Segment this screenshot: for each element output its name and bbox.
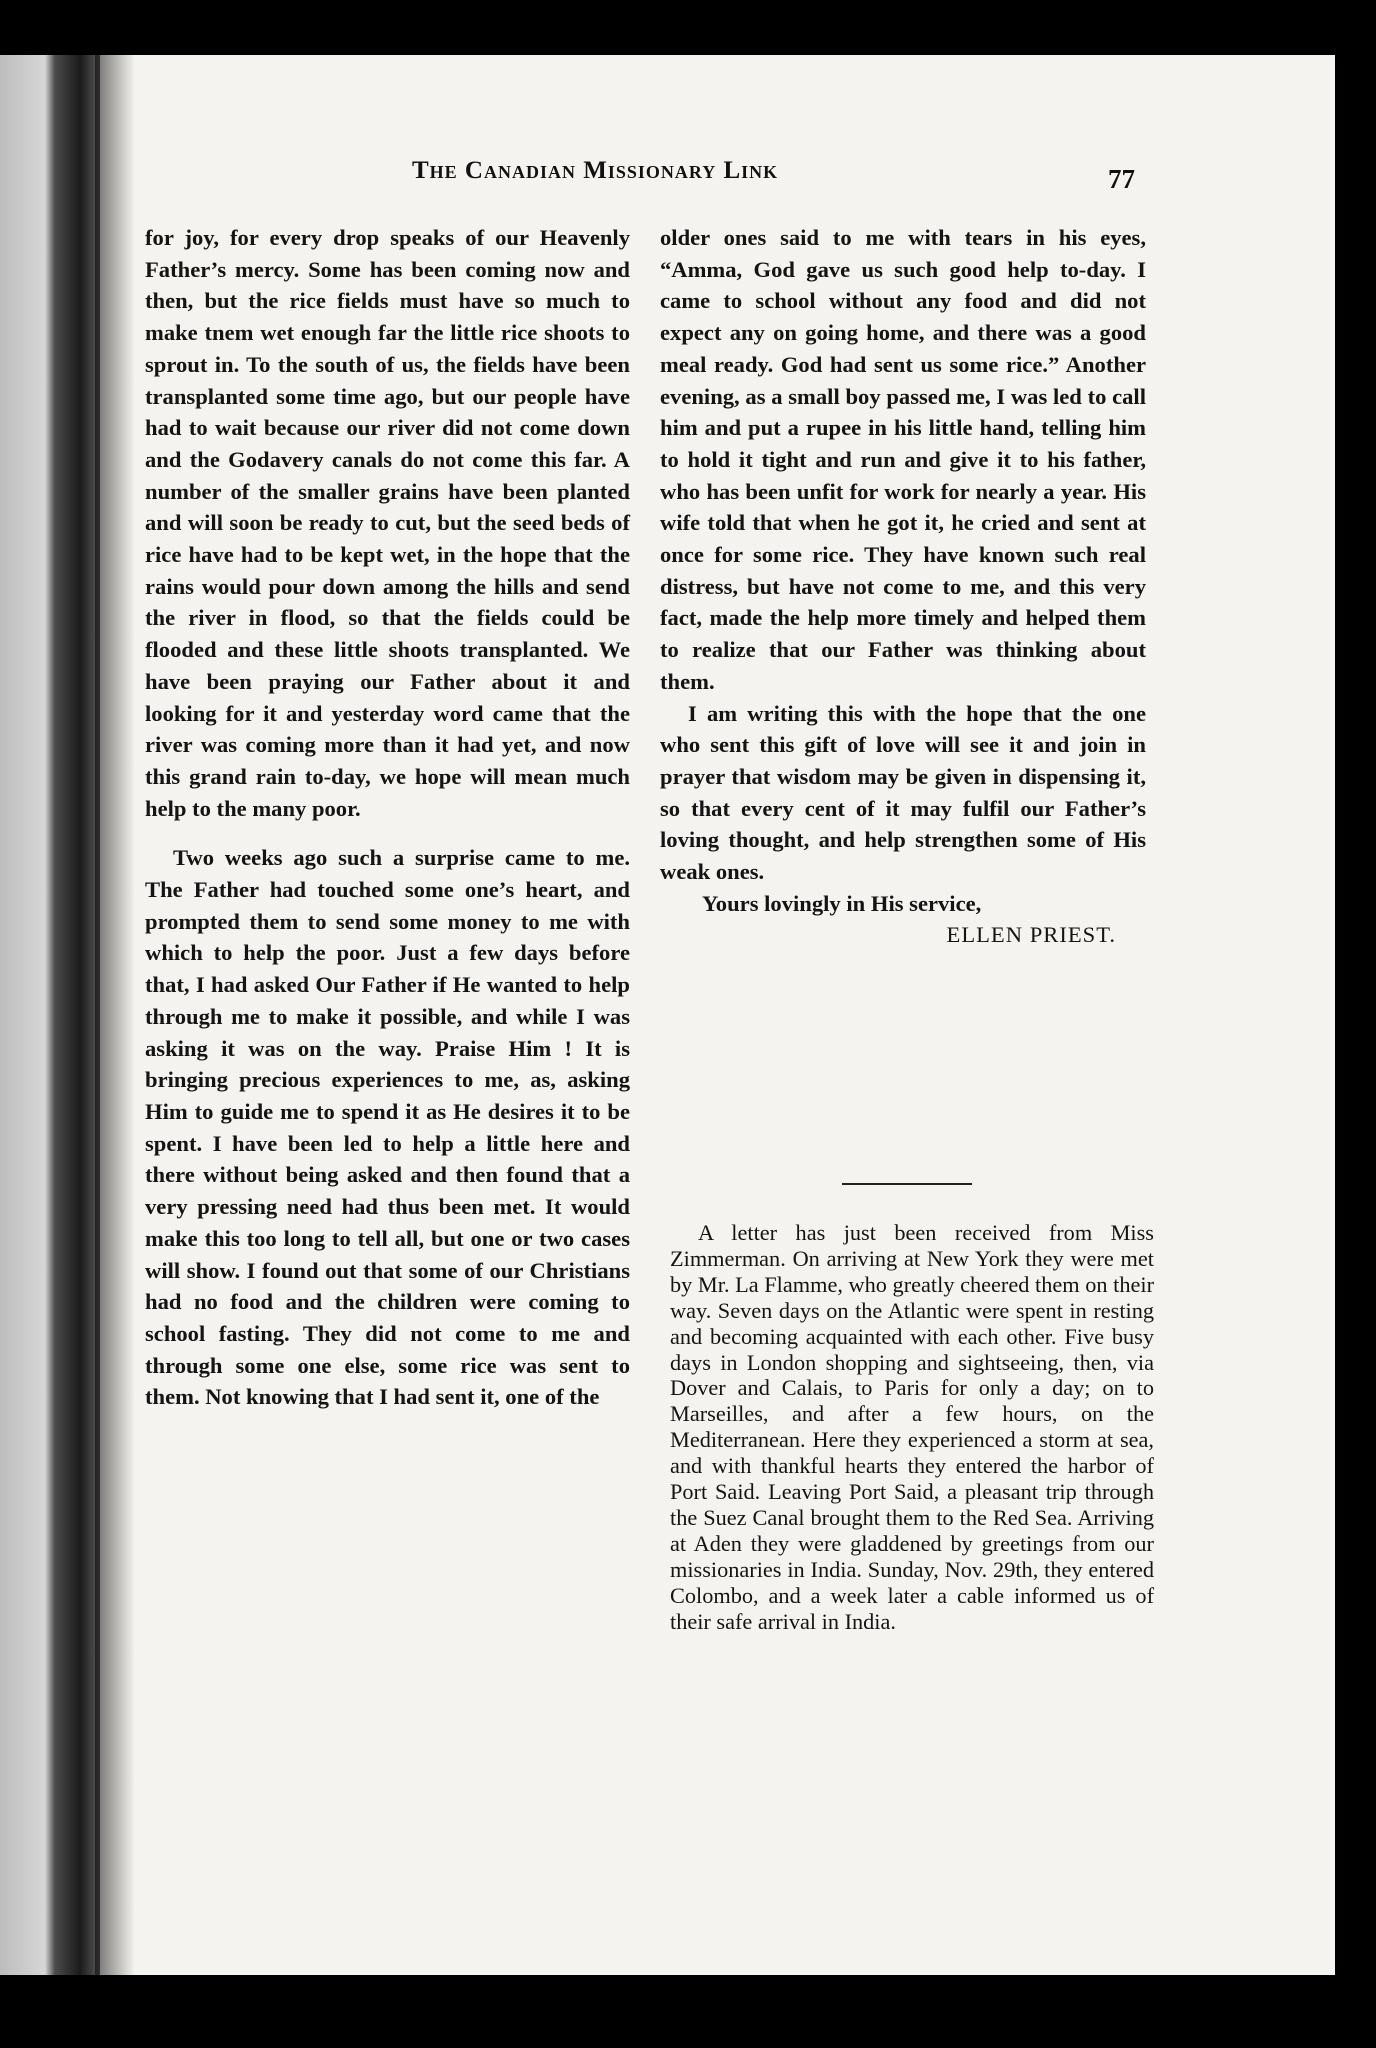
news-note	[670, 1220, 1154, 1635]
book-binding	[0, 55, 100, 1975]
left-paragraph-2: Two weeks ago such a surprise came to me. The Father had touched some one’s heart, and prompted them to send some money to me with which to help the poor. Just a few days before that, I had asked Our Father if He wanted to help through me to make it possible, and while I was asking it was on the way. Praise Him ! It is bringing precious experiences to me, as, asking Him to guide me to spend it as He desires it to be spent. I have been led to help a little here and there without being asked and then found that a very pressing need had thus been met. It would make this too long to tell all, but one or two cases will show. I found out that some of our Christians had no food and the children were coming to school fasting. They did not come to me and through some one else, some rice was sent to them. Not knowing that I had sent it, one of the	[145, 845, 630, 1410]
right-column	[660, 222, 1146, 951]
section-divider	[842, 1183, 972, 1185]
page-number: 77	[1108, 164, 1135, 194]
letter-signature: ELLEN PRIEST.	[946, 922, 1116, 948]
left-paragraph-1: for joy, for every drop speaks of our Heavenly Father’s mercy. Some has been coming now and then, but the rice fields must have so much to make tnem wet enough far the little rice shoots to sprout in. To the south of us, the fields have been transplanted some time ago, but our people have had to wait because our river did not come down and the Godavery canals do not come this far. A number of the smaller grains have been planted and will soon be ready to cut, but the seed beds of rice have had to be kept wet, in the hope that the rains would pour down among the hills and send the river in flood, so that the fields could be flooded and these little shoots transplanted. We have been praying our Father about it and looking for it and yesterday word came that the river was coming more than it had yet, and now this grand rain to-day, we hope will mean much help to the many poor.	[145, 225, 630, 821]
news-note-text: A letter has just been received from Miss Zimmerman. On arriving at New York they were met by Mr. La Flamme, who greatly cheered them on their way. Seven days on the Atlantic were spent in resting and becoming acquainted with each other. Five busy days in London shopping and sightseeing, then, via Dover and Calais, to Paris for only a day; on to Marseilles, and after a few hours, on the Mediterranean. Here they experienced a storm at sea, and with thankful hearts they entered the harbor of Port Said. Leaving Port Said, a pleasant trip through the Suez Canal brought them to the Red Sea. Arriving at Aden they were gladdened by greetings from our missionaries in India. Sunday, Nov. 29th, they entered Colombo, and a week later a cable informed us of their safe arrival in India.	[670, 1220, 1154, 1634]
running-head: The Canadian Missionary Link	[412, 157, 779, 184]
spine-shadow	[95, 55, 135, 1975]
right-paragraph-1: older ones said to me with tears in his eyes, “Amma, God gave us such good help to-day. I came to school without any food and did not expect any on going home, and there was a good meal ready. God had sent us some rice.” Another evening, as a small boy passed me, I was led to call him and put a rupee in his little hand, telling him to hold it tight and run and give it to his father, who has been unfit for work for nearly a year. His wife told that when he got it, he cried and sent at once for some rice. They have known such real distress, but have not come to me, and this very fact, made the help more timely and helped them to realize that our Father was thinking about them.	[660, 225, 1146, 694]
left-column	[145, 222, 630, 1413]
letter-closing: Yours lovingly in His service,	[702, 890, 982, 916]
right-paragraph-2: I am writing this with the hope that the one who sent this gift of love will see it and join in prayer that wisdom may be given in dispensing it, so that every cent of it may fulfil our Father’s loving thought, and help strengthen some of His weak ones.	[660, 700, 1146, 885]
